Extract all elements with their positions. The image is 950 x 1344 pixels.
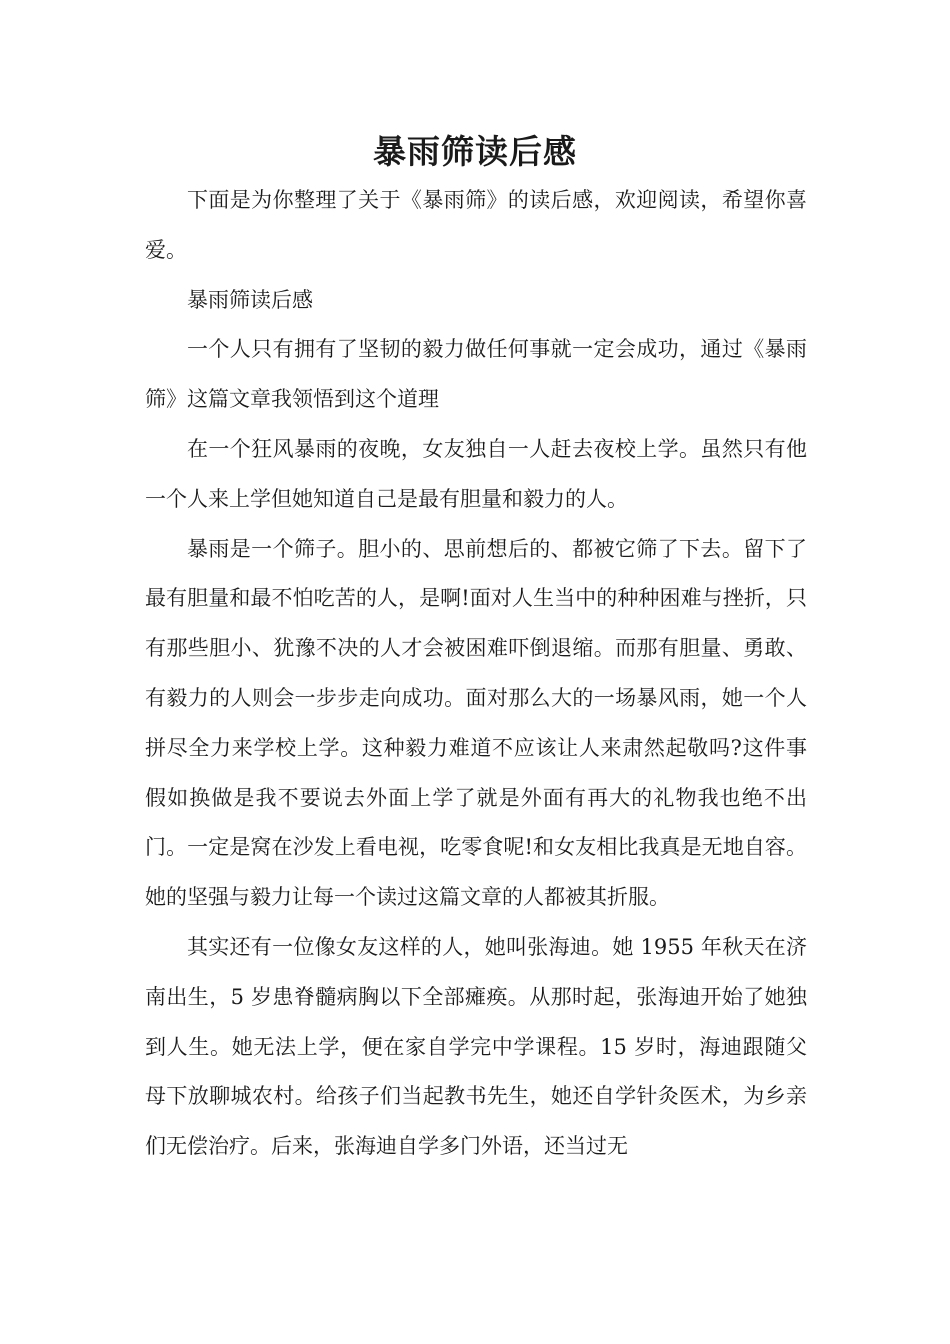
document-title: 暴雨筛读后感 (373, 132, 577, 171)
paragraph-subtitle: 暴雨筛读后感 (187, 287, 313, 312)
paragraph-example: 其实还有一位像女友这样的人，她叫张海迪。她 1955 年秋天在济南出生，5 岁患脊髓病胸以下全部瘫痪。从那时起，张海迪开始了她独到人生。她无法上学，便在家自学完中学课程。15 岁时，海迪跟随父母下放聊城农村。给孩子们当起教书先生，她还自学针灸医术，为乡亲们无偿治疗。后来，张海迪自学多门外语，还当过无 (145, 934, 807, 1159)
paragraph-story: 在一个狂风暴雨的夜晚，女友独自一人赶去夜校上学。虽然只有他一个人来上学但她知道自己是最有胆量和毅力的人。 (145, 436, 807, 511)
document-body (145, 176, 807, 1172)
paragraph-thesis: 一个人只有拥有了坚韧的毅力做任何事就一定会成功，通过《暴雨筛》这篇文章我领悟到这个道理 (145, 337, 807, 412)
paragraph-reflection: 暴雨是一个筛子。胆小的、思前想后的、都被它筛了下去。留下了最有胆量和最不怕吃苦的人，是啊!面对人生当中的种种困难与挫折，只有那些胆小、犹豫不决的人才会被困难吓倒退缩。而那有胆量、勇敢、有毅力的人则会一步步走向成功。面对那么大的一场暴风雨，她一个人拼尽全力来学校上学。这种毅力难道不应该让人来肃然起敬吗?这件事假如换做是我不要说去外面上学了就是外面有再大的礼物我也绝不出门。一定是窝在沙发上看电视，吃零食呢!和女友相比我真是无地自容。她的坚强与毅力让每一个读过这篇文章的人都被其折服。 (145, 536, 807, 910)
paragraph-intro: 下面是为你整理了关于《暴雨筛》的读后感，欢迎阅读，希望你喜爱。 (145, 188, 807, 262)
